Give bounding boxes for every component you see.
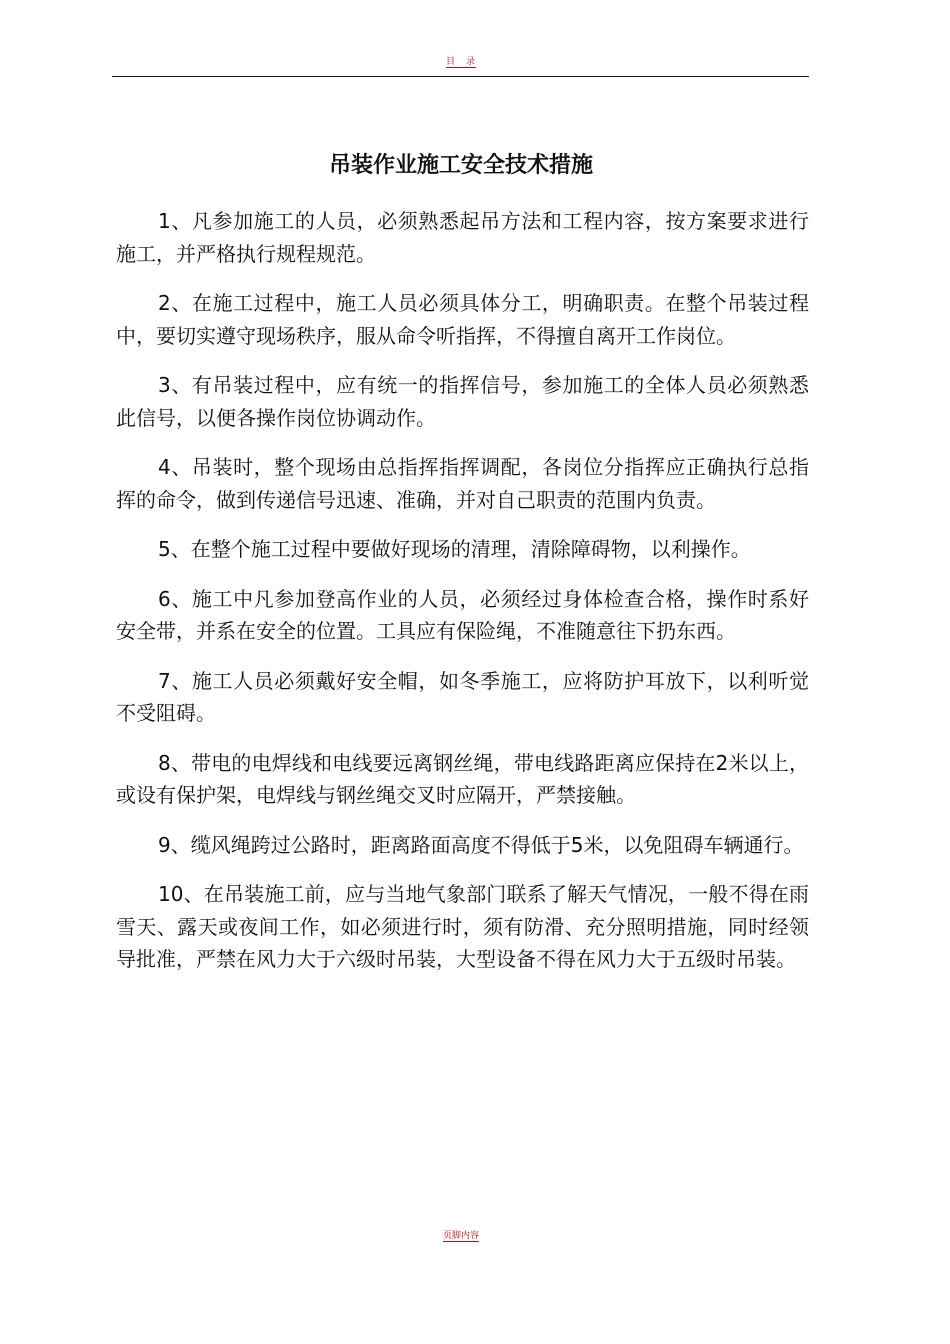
clause-6: 6、施工中凡参加登高作业的人员，必须经过身体检查合格，操作时系好安全带，并系在安全的位置。工具应有保险绳，不准随意往下扔东西。 [116,586,809,643]
clause-7: 7、施工人员必须戴好安全帽，如冬季施工，应将防护耳放下，以利听觉不受阻碍。 [116,668,809,725]
clause-3: 3、有吊装过程中，应有统一的指挥信号，参加施工的全体人员必须熟悉此信号，以便各操作岗位协调动作。 [116,373,809,430]
document-title: 吊装作业施工安全技术措施 [328,153,593,178]
clause-2: 2、在施工过程中，施工人员必须具体分工，明确职责。在整个吊装过程中，要切实遵守现场秩序，服从命令听指挥，不得擅自离开工作岗位。 [116,291,809,348]
page-header [0,56,922,68]
header-divider [112,76,809,77]
clause-5: 5、在整个施工过程中要做好现场的清理，清除障碍物，以利操作。 [158,537,751,561]
footer-label: 页脚内容 [442,1231,479,1241]
clause-8: 8、带电的电焊线和电线要远离钢丝绳，带电线路距离应保持在2米以上，或设有保护架，电焊线与钢丝绳交叉时应隔开，严禁接触。 [116,750,809,807]
clause-4: 4、吊装时，整个现场由总指挥指挥调配，各岗位分指挥应正确执行总指挥的命令，做到传递信号迅速、准确，并对自己职责的范围内负责。 [116,455,809,512]
clause-1: 1、凡参加施工的人员，必须熟悉起吊方法和工程内容，按方案要求进行施工，并严格执行规程规范。 [116,209,809,266]
document-body [116,205,809,993]
page-footer [0,1230,922,1242]
header-label: 目 录 [445,57,476,67]
clause-10: 10、在吊装施工前，应与当地气象部门联系了解天气情况，一般不得在雨雪天、露天或夜间工作，如必须进行时，须有防滑、充分照明措施，同时经领导批准，严禁在风力大于六级时吊装，大型设备不得在风力大于五级时吊装。 [116,882,809,971]
clause-9: 9、缆风绳跨过公路时，距离路面高度不得低于5米，以免阻碍车辆通行。 [158,832,804,857]
